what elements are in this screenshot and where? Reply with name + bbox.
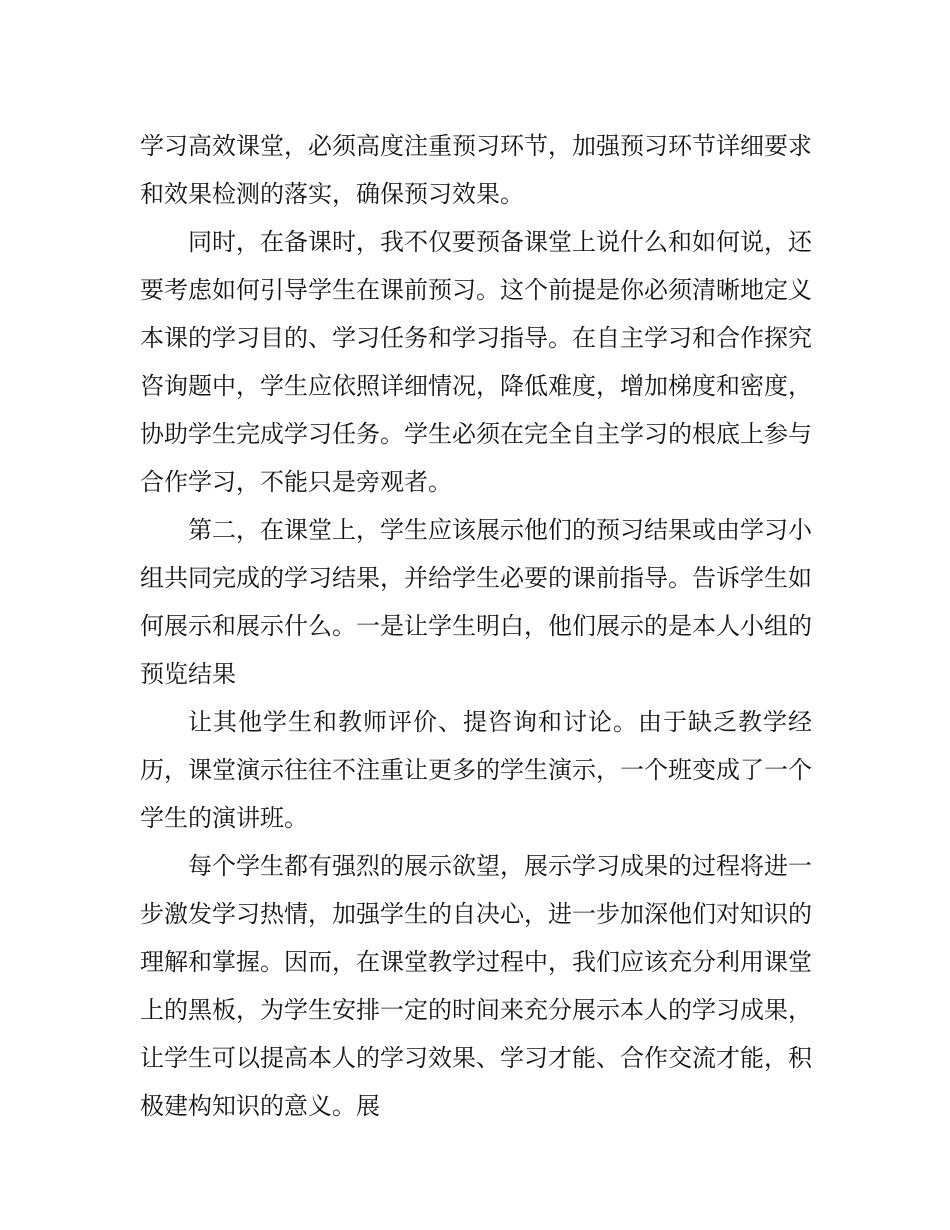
paragraph-4: 让其他学生和教师评价、提咨询和讨论。由于缺乏教学经历，课堂演示往往不注重让更多的学生演示，一个班变成了一个学生的演讲班。 (140, 708, 812, 832)
document-body (140, 122, 812, 1130)
paragraph-3: 第二，在课堂上，学生应该展示他们的预习结果或由学习小组共同完成的学习结果，并给学生必要的课前指导。告诉学生如何展示和展示什么。一是让学生明白，他们展示的是本人小组的预览结果 (140, 516, 812, 688)
paragraph-1: 学习高效课堂，必须高度注重预习环节，加强预习环节详细要求和效果检测的落实，确保预习效果。 (140, 132, 812, 208)
paragraph-2: 同时，在备课时，我不仅要预备课堂上说什么和如何说，还要考虑如何引导学生在课前预习。这个前提是你必须清晰地定义本课的学习目的、学习任务和学习指导。在自主学习和合作探究咨询题中，学生应依照详细情况，降低难度，增加梯度和密度，协助学生完成学习任务。学生必须在完全自主学习的根底上参与合作学习，不能只是旁观者。 (140, 228, 812, 496)
paragraph-5: 每个学生都有强烈的展示欲望，展示学习成果的过程将进一步激发学习热情，加强学生的自决心，进一步加深他们对知识的理解和掌握。因而，在课堂教学过程中，我们应该充分利用课堂上的黑板，为学生安排一定的时间来充分展示本人的学习成果，让学生可以提高本人的学习效果、学习才能、合作交流才能，积极建构知识的意义。展 (140, 852, 812, 1120)
